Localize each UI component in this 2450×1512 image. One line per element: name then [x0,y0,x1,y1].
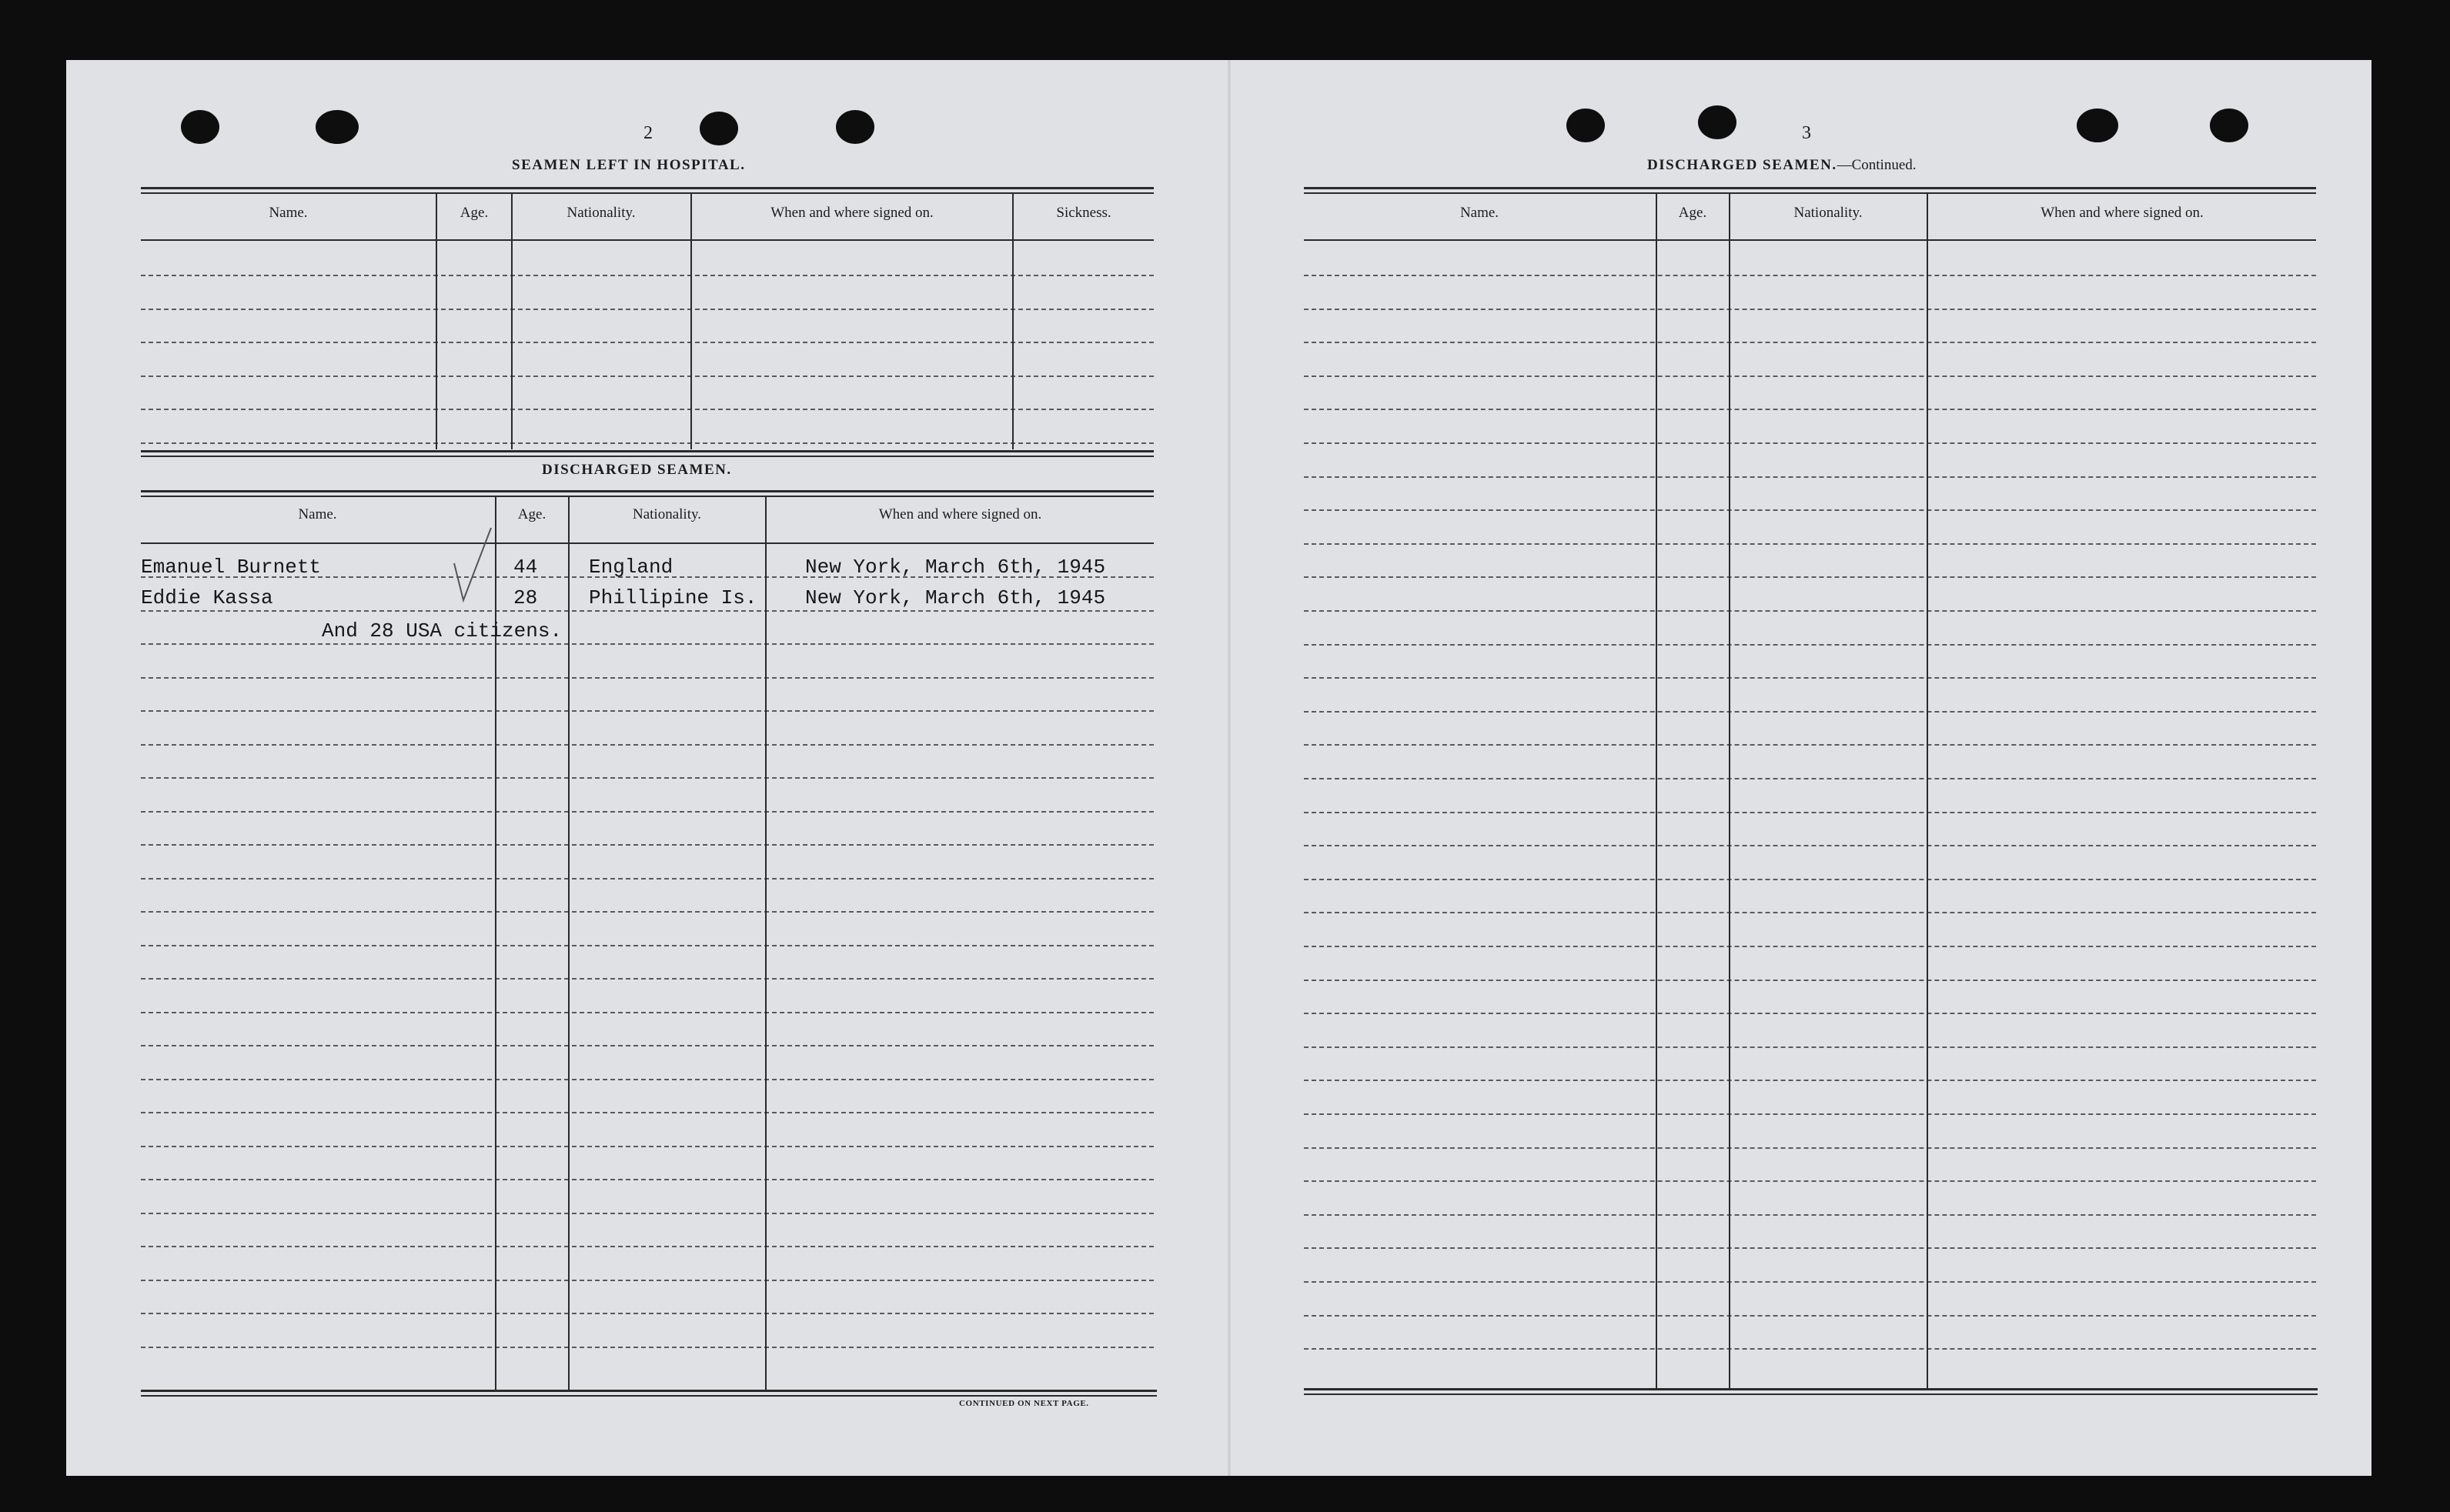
continued-footer: CONTINUED ON NEXT PAGE. [959,1399,1089,1408]
discharged-col-name: Name. [298,506,337,522]
ruled-line [141,275,1154,276]
punch-hole [181,110,219,144]
ruled-line [1304,711,2316,713]
ruled-line [141,1179,1154,1180]
ruled-line [1304,744,2316,746]
punch-hole [2210,108,2248,142]
discharged-col-nationality: Nationality. [633,506,701,522]
ruled-line [141,342,1154,343]
entry-note: And 28 USA citizens. [322,619,563,643]
ruled-line [141,978,1154,980]
ruled-line [1304,980,2316,981]
punch-hole [700,112,738,145]
ruled-line [1304,812,2316,813]
right-section-title [1647,157,1917,174]
ruled-line [141,844,1154,846]
ruled-line [1304,375,2316,377]
ruled-line [141,375,1154,377]
hospital-col-divider [1012,192,1014,449]
ruled-line [141,309,1154,310]
punch-hole [1698,105,1736,139]
entry-signed-on: New York, March 6th, 1945 [805,556,1106,579]
right-col-divider [1927,192,1928,1388]
right-header-bottom-rule [1304,239,2316,241]
ruled-line [1304,342,2316,343]
ruled-line [1304,576,2316,578]
ruled-line [1304,1046,2316,1048]
ruled-line [1304,912,2316,913]
ruled-line [141,643,1154,645]
ruled-line [1304,1348,2316,1350]
hospital-col-divider [436,192,437,449]
ruled-line [1304,879,2316,880]
ruled-line [141,610,1154,612]
punch-hole [316,110,359,144]
ruled-line [1304,946,2316,947]
entry-age: 44 [513,556,538,579]
ruled-line [1304,1315,2316,1317]
hospital-col-nationality: Nationality. [567,205,636,221]
ruled-line [141,1012,1154,1013]
hospital-header-top-rule [141,187,1154,189]
page-number: 3 [1802,123,1811,143]
ruled-line [141,1112,1154,1113]
discharged-col-divider [765,496,767,1390]
punch-hole [2077,108,2118,142]
page-fold [1228,60,1231,1476]
ruled-line [1304,275,2316,276]
ruled-line [1304,1214,2316,1216]
ruled-line [1304,644,2316,646]
ruled-line [141,1045,1154,1046]
ruled-line [141,811,1154,813]
hospital-col-age: Age. [460,205,489,221]
right-col-name: Name. [1459,205,1499,221]
right-col-nationality: Nationality. [1793,205,1863,221]
entry-age: 28 [513,586,538,609]
right-col-divider [1656,192,1657,1388]
right-section-title-text: DISCHARGED SEAMEN. [1647,157,1837,173]
ruled-line [141,677,1154,679]
ruled-line [141,1079,1154,1080]
hospital-col-divider [690,192,692,449]
right-col-age: Age. [1678,205,1707,221]
discharged-header-bottom-rule [141,542,1154,544]
page-number: 2 [643,123,653,143]
discharged-section-title: DISCHARGED SEAMEN. [542,462,732,478]
entry-name: Emanuel Burnett [141,556,322,579]
ruled-line [1304,409,2316,410]
punch-hole [836,110,874,144]
ruled-line [141,442,1154,444]
right-col-divider [1729,192,1730,1388]
hospital-section-title: SEAMEN LEFT IN HOSPITAL. [512,157,746,173]
ruled-line [1304,845,2316,846]
ruled-line [1304,309,2316,310]
entry-nationality: Phillipine Is. [589,586,757,609]
right-table-bottom-rule [1304,1388,2318,1390]
discharged-col-divider [568,496,570,1390]
discharged-col-age: Age. [517,506,546,522]
ruled-line [141,777,1154,779]
ruled-line [141,1280,1154,1281]
ruled-line [1304,677,2316,679]
ruled-line [1304,476,2316,478]
hospital-col-sickness: Sickness. [1056,205,1111,221]
ruled-line [1304,1147,2316,1149]
ruled-line [1304,543,2316,545]
ruled-line [1304,1247,2316,1249]
entry-name: Eddie Kassa [141,586,273,609]
ruled-line [141,1313,1154,1314]
ruled-line [141,878,1154,879]
hospital-col-name: Name. [269,205,308,221]
ruled-line [1304,1113,2316,1115]
ruled-line [1304,1281,2316,1283]
ruled-line [141,945,1154,946]
ruled-line [141,911,1154,913]
right-col-signed-on: When and where signed on. [2041,205,2204,221]
ruled-line [1304,1013,2316,1014]
checkmark-icon [450,523,496,608]
ruled-line [141,409,1154,410]
document-sheet [66,60,2371,1476]
ruled-line [141,1146,1154,1147]
right-header-top-rule [1304,187,2316,189]
ruled-line [1304,610,2316,612]
ruled-line [141,710,1154,712]
ruled-line [141,1246,1154,1247]
hospital-col-divider [511,192,513,449]
ruled-line [1304,778,2316,779]
entry-signed-on: New York, March 6th, 1945 [805,586,1106,609]
punch-hole [1566,108,1605,142]
hospital-table-bottom-rule [141,450,1154,452]
ruled-line [141,1347,1154,1348]
ruled-line [1304,1180,2316,1182]
hospital-col-signed-on: When and where signed on. [770,205,934,221]
hospital-header-bottom-rule [141,239,1154,241]
ruled-line [1304,509,2316,511]
discharged-col-signed-on: When and where signed on. [878,506,1042,522]
ruled-line [1304,1080,2316,1081]
right-section-title-suffix: —Continued. [1837,157,1917,173]
discharged-table-bottom-rule [141,1390,1157,1392]
ruled-line [141,1213,1154,1214]
entry-nationality: England [589,556,673,579]
ruled-line [141,744,1154,746]
discharged-header-top-rule [141,490,1154,492]
ruled-line [1304,442,2316,444]
